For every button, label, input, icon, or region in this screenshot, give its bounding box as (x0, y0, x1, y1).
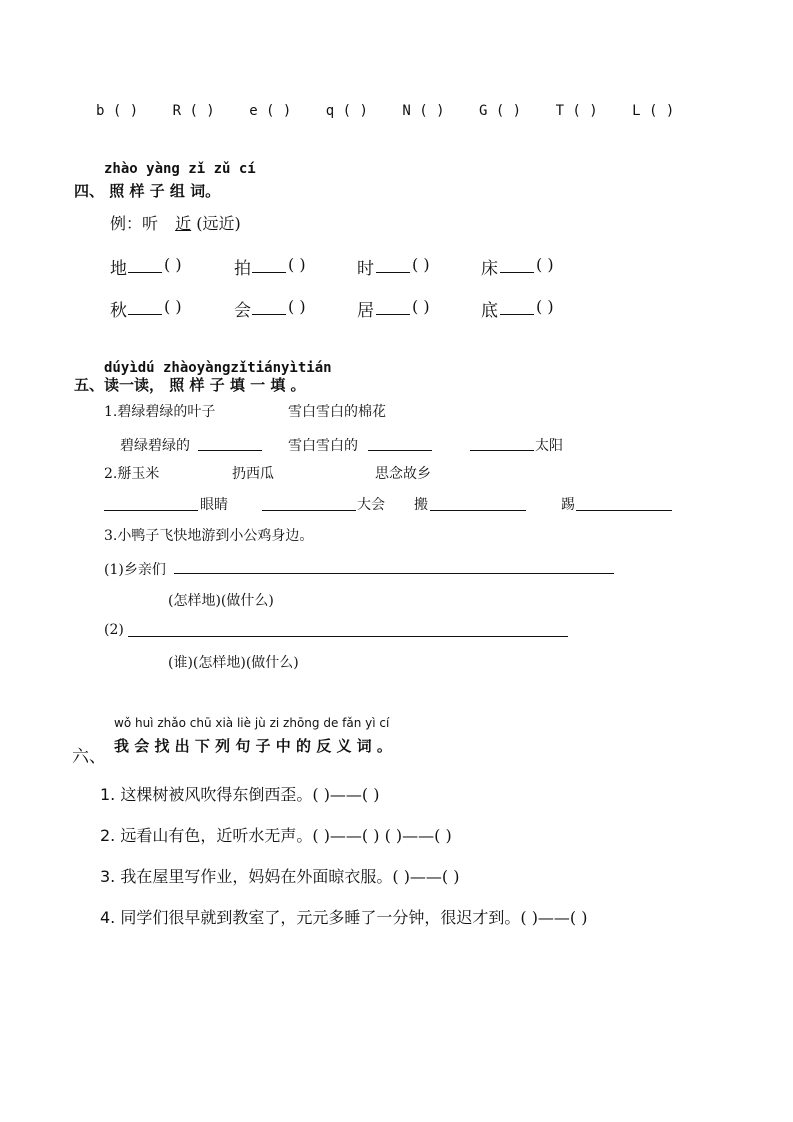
row-paren: ( ) (288, 255, 306, 274)
letter-item: L ( ) (632, 103, 675, 119)
q2-label-c: 思念故乡 (375, 466, 431, 482)
section4-pinyin: zhào yàng zǐ zǔ cí (104, 161, 256, 177)
example-suffix: (远近) (196, 214, 241, 233)
q3-label: 3.小鸭子飞快地游到小公鸡身边。 (104, 528, 314, 544)
letter-item: R ( ) (172, 103, 215, 119)
q1-label: 1.碧绿碧绿的叶子 (104, 404, 216, 420)
list-item (100, 905, 588, 928)
section5-title: 五、读一读， 照 样 子 填 一 填 。 (74, 376, 306, 394)
q3-1-hint: (怎样地)(做什么) (168, 593, 274, 609)
letter-item: b ( ) (96, 103, 139, 119)
item-number: 4. (100, 908, 116, 927)
list-item (100, 864, 460, 887)
item-number: 2. (100, 826, 116, 845)
q2-fill-d: 踢 (561, 497, 575, 513)
item-text: 这棵树被风吹得东倒西歪。( )——( ) (120, 785, 380, 804)
row-paren: ( ) (412, 297, 430, 316)
example-answer: 近 (175, 214, 192, 233)
letter-row (96, 103, 674, 119)
list-item (100, 823, 452, 846)
row-char: 拍 (234, 259, 251, 279)
item-text: 我在屋里写作业，妈妈在外面晾衣服。( )——( ) (120, 867, 460, 886)
row-paren: ( ) (164, 297, 182, 316)
q3-1-prefix: (1)乡亲们 (104, 562, 166, 578)
row-char: 时 (357, 259, 374, 279)
row-paren: ( ) (164, 255, 182, 274)
q2-fill-a: 眼睛 (200, 497, 228, 513)
item-number: 3. (100, 867, 116, 886)
section6-pinyin: wǒ huì zhǎo chū xià liè jù zi zhōng de fǎn yì cí (114, 716, 390, 730)
letter-item: N ( ) (402, 103, 445, 119)
q1-fill-b: 雪白雪白的 (288, 438, 358, 454)
row-char: 会 (234, 301, 251, 321)
letter-item: G ( ) (478, 103, 522, 119)
list-item (100, 782, 380, 805)
row-paren: ( ) (536, 255, 554, 274)
example-prefix: 例：听 (110, 214, 159, 233)
q2-label-b: 扔西瓜 (232, 466, 274, 482)
q1-fill-a: 碧绿碧绿的 (120, 438, 190, 454)
row-paren: ( ) (412, 255, 430, 274)
letter-item: q ( ) (325, 103, 368, 119)
item-number: 1. (100, 785, 116, 804)
section4-example (110, 211, 241, 234)
row-paren: ( ) (288, 297, 306, 316)
row-char: 地 (110, 259, 127, 279)
row-char: 床 (481, 259, 498, 279)
section4-title: 四、 照 样 子 组 词。 (74, 182, 221, 200)
q3-2-hint: (谁)(怎样地)(做什么) (168, 655, 299, 671)
section6-number: 六、 (72, 747, 106, 767)
item-text: 远看山有色，近听水无声。( )——( ) ( )——( ) (120, 826, 452, 845)
q2-fill-c: 搬 (414, 497, 428, 513)
item-text: 同学们很早就到教室了，元元多睡了一分钟，很迟才到。( )——( ) (120, 908, 588, 927)
letter-item: T ( ) (555, 103, 598, 119)
section6-title: 我 会 找 出 下 列 句 子 中 的 反 义 词 。 (114, 737, 392, 755)
q1-fill-c: 太阳 (535, 438, 563, 454)
q1-label-b: 雪白雪白的棉花 (288, 404, 386, 420)
row-char: 底 (481, 301, 498, 321)
q2-fill-b: 大会 (357, 497, 385, 513)
q3-2-prefix: (2) (104, 622, 124, 638)
row-char: 居 (357, 301, 374, 321)
q2-label-a: 2.掰玉米 (104, 466, 160, 482)
row-paren: ( ) (536, 297, 554, 316)
letter-item: e ( ) (249, 103, 292, 119)
section5-pinyin: dúyìdú zhàoyàngzǐtiányìtián (104, 360, 332, 376)
row-char: 秋 (110, 301, 127, 321)
